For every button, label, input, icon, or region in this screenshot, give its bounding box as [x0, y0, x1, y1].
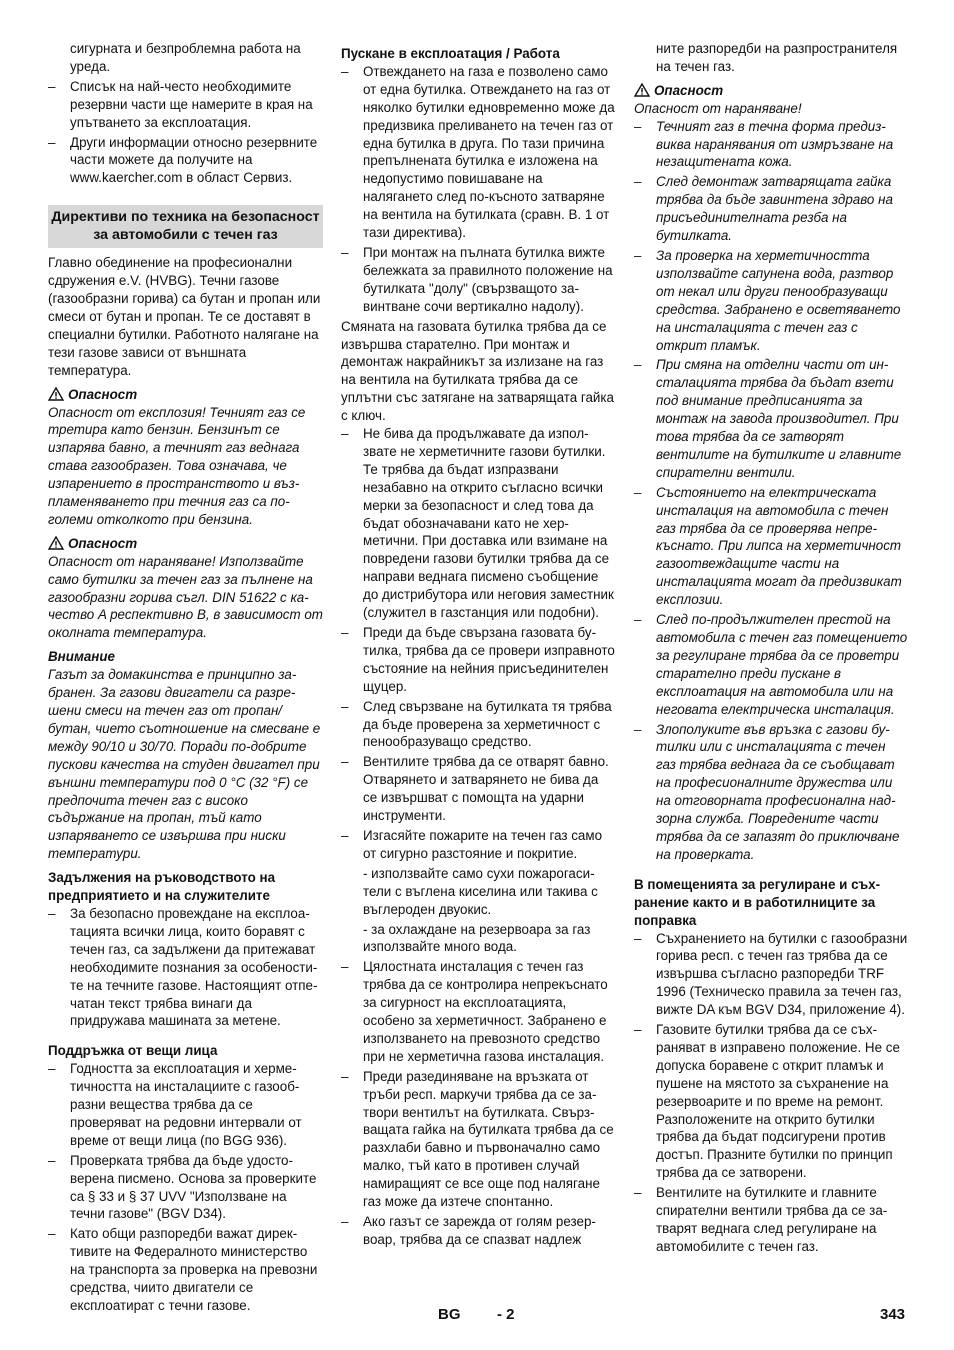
- footer-language: BG: [438, 1306, 461, 1323]
- list-item: – Вентилите на бутилките и главните спирателни вентили трябва да се затварят веднага след регулиране на автомобилите с течен газ.: [634, 1184, 909, 1256]
- duties-list: [48, 905, 323, 1030]
- warning-list: [634, 118, 909, 864]
- list-item: – Отвеждането на газа е позволено само от една бутилка. Отвеждането на газ от няколко бутилки едновременно може да предизвика преливането на течен газ от една бутилка в друга. По тази причина препълнената бутилка е изложена на недопустимо повишаване на налягането след по-късното затваряне на вентила на бутилката (сравн. В. 1 от тази директива).: [341, 63, 616, 242]
- list-item: – Съхранението на бутилки с газообразни горива респ. с течен газ трябва да се извършва съгласно разпоредби TRF 1996 (Техническо правила за течен газ, вижте DA към BGV D34, приложение 4).: [634, 930, 909, 1020]
- warning-triangle-icon: [48, 387, 64, 401]
- intro-list: [48, 78, 323, 187]
- list-item: – Преди да бъде свързана газовата бутилка, трябва да се провери изправното състояние на нейния присъединителен щуцер.: [341, 624, 616, 696]
- start-title: Пускане в експлоатация / Работа: [341, 46, 560, 61]
- list-item: – При смяна на отделни части от инсталацията трябва да бъдат взети под внимание предписанията за монтаж на завода производител. При това трябва да се затворят вентилите на бутилките и главните спирателни вентили.: [634, 356, 909, 481]
- column-1: [48, 40, 323, 1317]
- warning-heading: [48, 386, 323, 404]
- list-item: – Годността за експлоатация и херметичността на инсталациите с газообразни вещества трябва да се проверяват на редовни интервали от време от вещи лица (по BGG 936).: [48, 1060, 323, 1150]
- intro-continued: сигурната и безпроблемна работа на уреда.: [70, 41, 301, 74]
- list-item: – Не бива да продължавате да използвате не херметичните газови бутилки. Те трябва да бъдат изпразвани незабавно на открито съгласно всички мерки за безопасност и след това да бъдат обозначавани като не херметични. При доставка или взимане на повредени газови бутилки трябва да се направи веднага писмено съобщение до дистрибутора или неговия заместник (служител в газстанция или подобни).: [341, 425, 616, 622]
- list-item: – За проверка на херметичността използвайте сапунена вода, разтвор от некал или други пенообразуващи средства. Забранено е осветяването на инсталацията с течен газ с открит пламък.: [634, 247, 909, 354]
- list-item: – При монтаж на пълната бутилка вижте бележката за правилното положение на бутилката "долу" (свързващото завинтване сочи вертикално надолу).: [341, 244, 616, 316]
- start-list: [341, 63, 616, 316]
- warning-subtitle: Опасност от нараняване!: [634, 100, 802, 116]
- page-number: 343: [880, 1306, 906, 1323]
- list-item: – Проверката трябва да бъде удостоверена писмено. Основа за проверките са § 33 и § 37 UVV "Използване на течни газове" (BGV D34).: [48, 1152, 323, 1224]
- list-item: – Други информации относно резервните части можете да получите на www.kaercher.com в област Сервиз.: [48, 134, 323, 188]
- footer-section: - 2: [497, 1306, 515, 1323]
- fire-sub-1: - използвайте само сухи пожарогасители с въглена киселина или такива с въглероден двуокис.: [363, 865, 598, 917]
- warning-label: Опасност: [68, 535, 138, 551]
- duties-title: Задължения на ръководството на предприятието и на служителите: [48, 870, 276, 904]
- warning-heading: [48, 535, 323, 553]
- list-item: – След демонтаж затварящата гайка трябва да бъде завинтена здраво на присъединителната резба на бутилката.: [634, 173, 909, 245]
- warning-heading: [634, 82, 909, 100]
- list-item: – Злополуките във връзка с газови бутилки или с инсталацията с течен газ трябва веднага да се съобщават на професионалните дружества или на отговорната професионална надзорна служба. Повредените части трябва да се запазят до приключване на проверката.: [634, 721, 909, 864]
- column-2: [341, 40, 616, 1251]
- warning-label: Опасност: [654, 82, 724, 98]
- column-3: [634, 40, 909, 1258]
- continued-text: ните разпоредби на разпространителя на течен газ.: [656, 41, 898, 74]
- list-item: – Като общи разпоредби важат директивите на Федералното министерство на транспорта за проверка на превозни средства, чиито двигатели се експлоатират с течни газове.: [48, 1225, 323, 1315]
- list-item: – Преди разединяване на връзката от тръби респ. маркучи трябва да се затвори вентилът на бутилката. Свързващата гайка на бутилката трябва да се разхлаби бавно и първоначално само малко, тъй като в противен случай намиращият се все още под налягане газ може да изтече спонтанно.: [341, 1068, 616, 1211]
- list-item: – Вентилите трябва да се отварят бавно. Отварянето и затварянето не бива да се извършват с помощта на ударни инструменти.: [341, 753, 616, 825]
- caution-text: Газът за домакинства е принципно забранен. За газови двигатели са разрешени смеси на течен газ от пропан/ бутан, чието съотношение на смесване е между 90/10 и 30/70. Поради по-добрите пускови качества на студен двигател при външни температури под 0 °C (32 °F) се предпочита течен газ с високо съдържание на пропан, тъй като изпаряването се извършва при ниски температури.: [48, 667, 321, 862]
- rooms-list: [634, 930, 909, 1256]
- section-title: Директиви по техника на безопасност за автомобили с течен газ: [48, 205, 323, 248]
- list-item: – Течният газ в течна форма предизвиква наранявания от измръзване на незащитената кожа.: [634, 118, 909, 172]
- section-paragraph: Главно обединение на професионални сдружения e.V. (HVBG). Течни газове (газообразни горива) са бутан и пропан или смеси от бутан и пропан. Те се доставят в специални бутилки. Работното налягане на тези газове зависи от външната температура.: [48, 255, 321, 378]
- warning-triangle-icon: [634, 83, 650, 97]
- list-item: [341, 827, 616, 956]
- list-item: – След свързване на бутилката тя трябва да бъде проверена за херметичност с пенообразуващо средство.: [341, 698, 616, 752]
- fire-item-text: Изгасяйте пожарите на течен газ само от сигурно разстояние и покритие.: [363, 827, 603, 861]
- maintenance-list: [48, 1060, 323, 1315]
- list-item: – За безопасно провеждане на експлоатацията всички лица, които боравят с течен газ, са задължени да притежават необходимите познания за особеностите на течните газове. Настоящият отпечатан текст трябва винаги да придружава машината за метене.: [48, 905, 323, 1030]
- warning-label: Опасност: [68, 386, 138, 402]
- list-item: – Ако газът се зарежда от голям резервоар, трябва да се спазват надлеж: [341, 1213, 616, 1249]
- list-item: – Списък на най-често необходимите резервни части ще намерите в края на упътването за експлоатация.: [48, 78, 323, 132]
- warning-text: Опасност от нараняване! Използвайте само бутилки за течен газ за пълнене на газообразни горива съгл. DIN 51622 с качество A респективно B, в зависимост от околната температура.: [48, 553, 323, 641]
- list-item: – Цялостната инсталация с течен газ трябва да се контролира непрекъснато за сигурност на експлоатацията, особено за херметичност. Забранено е използването на превозното средство при не херметична газова инсталация.: [341, 958, 616, 1065]
- warning-triangle-icon: [48, 536, 64, 550]
- fire-sub-2: - за охлаждане на резервоара за газ използвайте много вода.: [363, 921, 591, 955]
- warning-text: Опасност от експлозия! Течният газ се третира като бензин. Бензинът се изпарява бавно, а течният газ веднага става газообразен. Това означава, че изпарението в пространството и възпламеняването при течния газ са поголеми отколкото при бензина.: [48, 404, 306, 527]
- operation-list: [341, 425, 616, 1249]
- rooms-title: В помещенията за регулиране и съхранение както и в работилниците за поправка: [634, 876, 881, 928]
- list-item: – Състоянието на електрическата инсталация на автомобила с течен газ трябва да се проверява непрекъснато. При липса на херметичност газоотвеждащите части на инсталацията могат да предизвикат експлозии.: [634, 484, 909, 609]
- maintenance-title: Поддръжка от вещи лица: [48, 1043, 218, 1059]
- list-item: – След по-продължителен престой на автомобила с течен газ помещението за регулиране трябва да се проветри старателно преди пускане в експлоатация на автомобила или на неговата електрическа инсталация.: [634, 611, 909, 718]
- caution-heading: Внимание: [48, 649, 116, 665]
- list-item: – Газовите бутилки трябва да се съхраняват в изправено положение. Не се допуска боравене с открит пламък и пушене на мястото за съхранение на резервоарите и по време на ремонт. Разположените на открито бутилки трябва да бъдат подсигурени против достъп. Празните бутилки по принцип трябва да се затворени.: [634, 1021, 909, 1182]
- change-paragraph: Смяната на газовата бутилка трябва да се извършва старателно. При монтаж и демонтаж накрайникът за излизане на газ на вентила на бутилката трябва да се уплътни със затягане на затварящата гайка с ключ.: [341, 318, 614, 424]
